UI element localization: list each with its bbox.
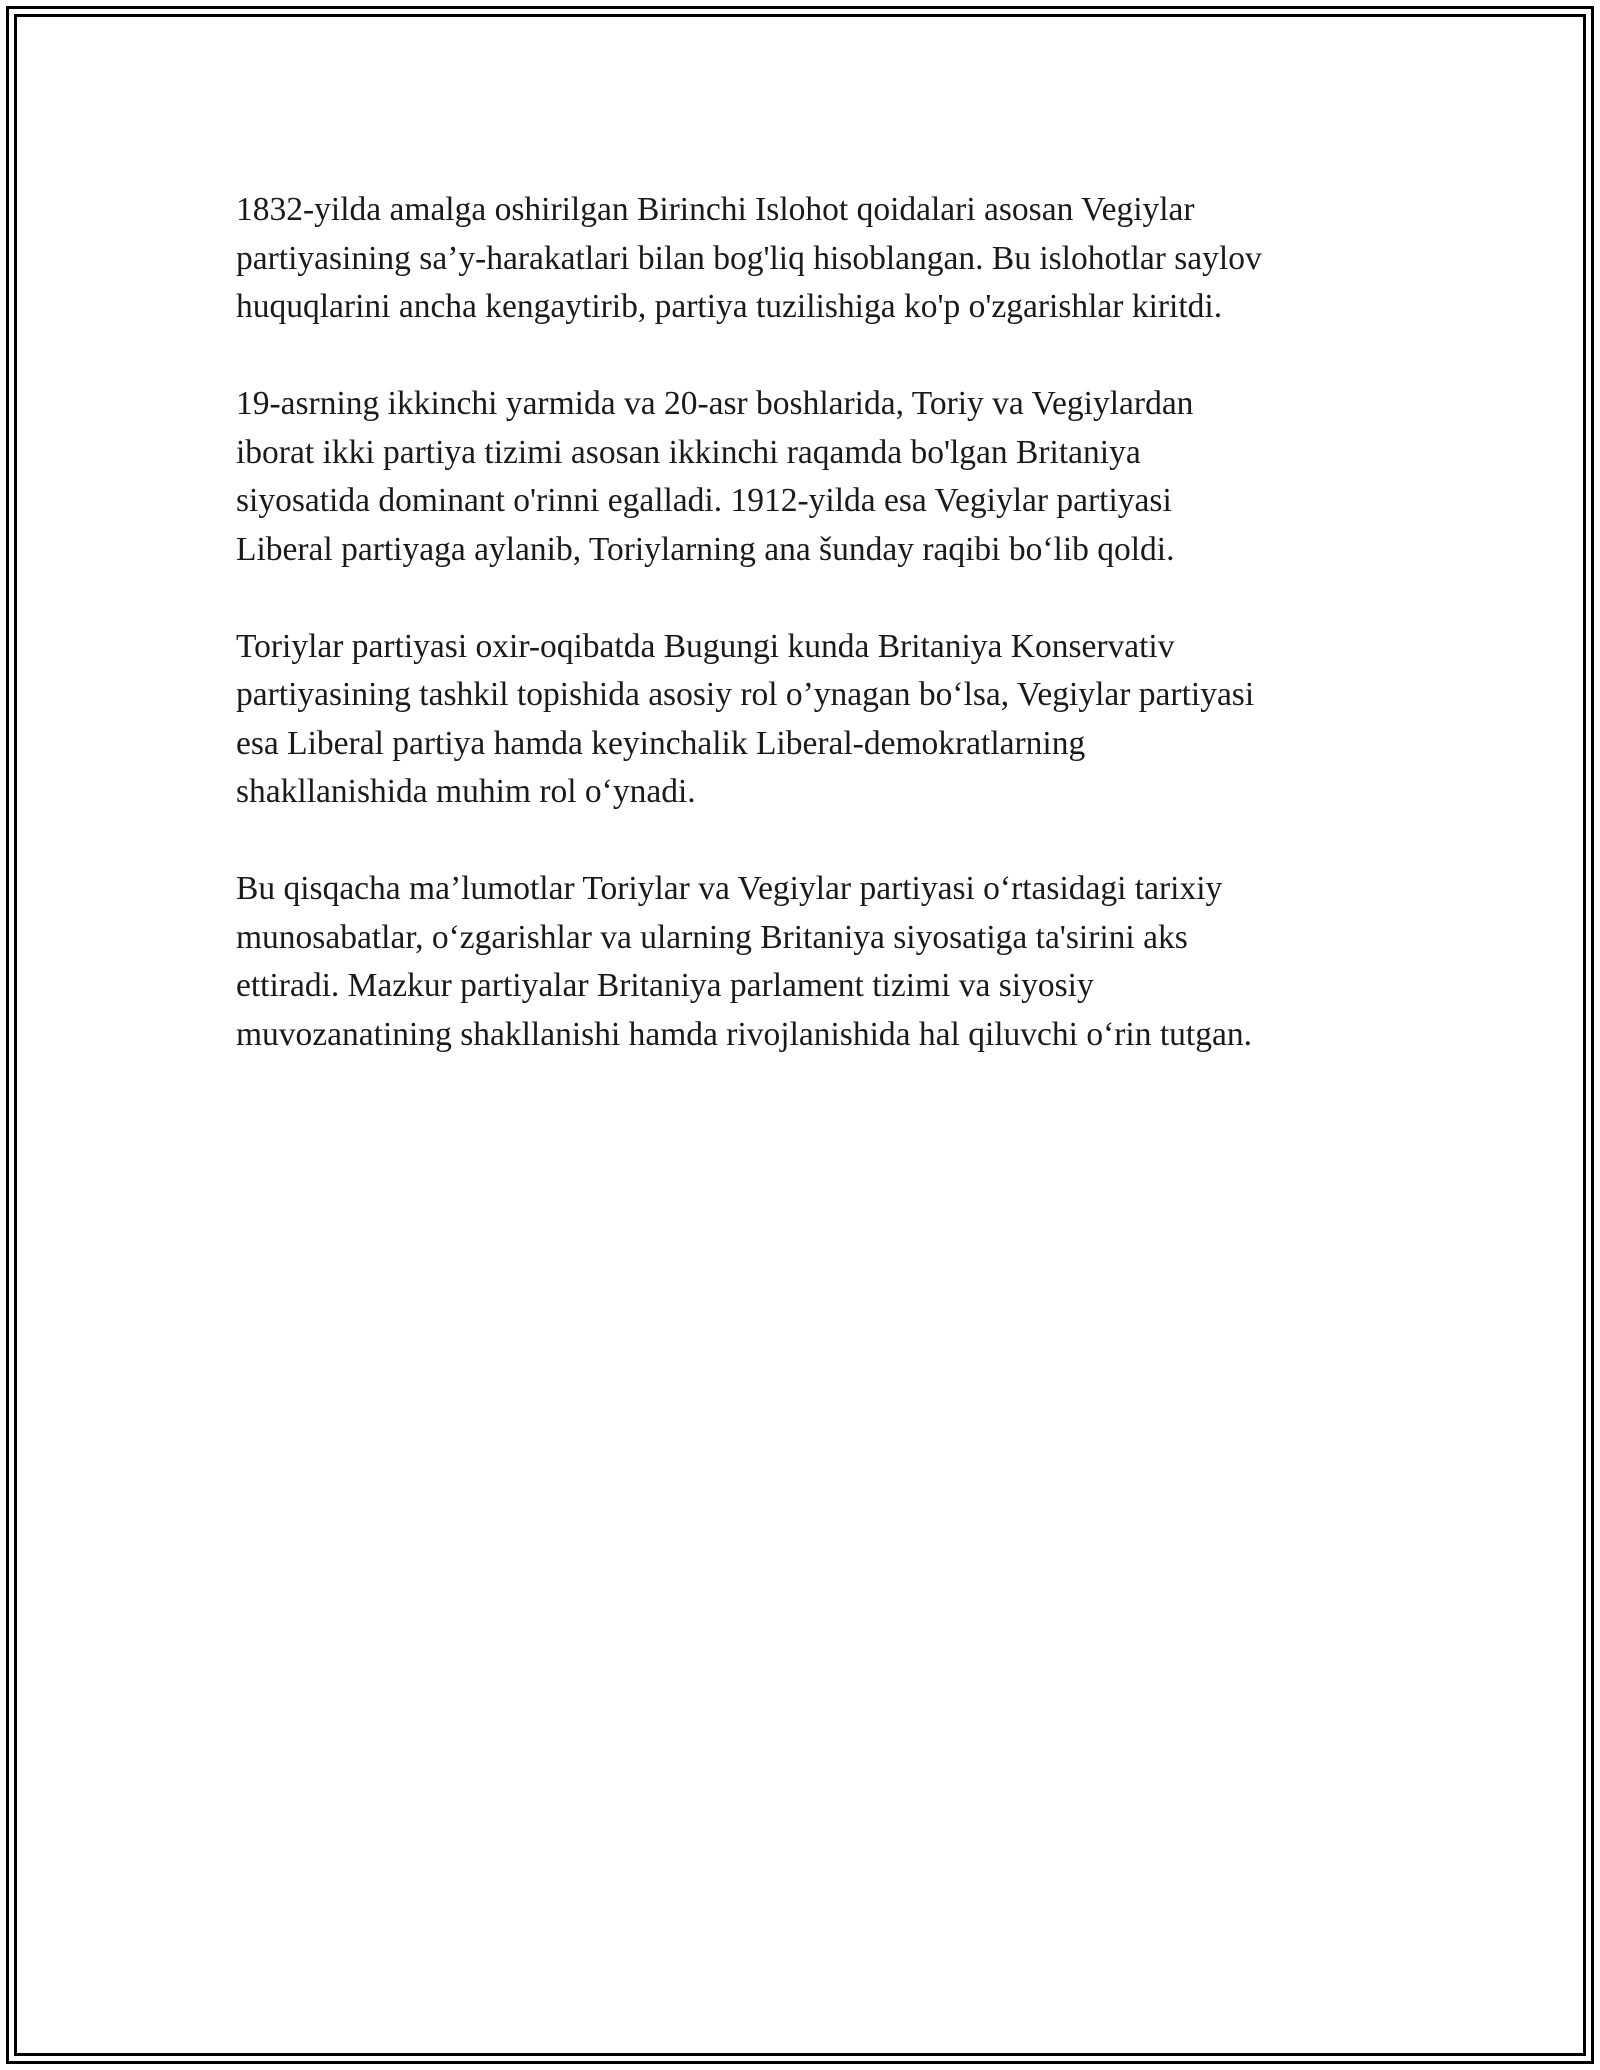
paragraph-line: Liberal partiyaga aylanib, Toriylarning ana šunday raqibi bo‘lib qoldi. (236, 530, 1175, 568)
paragraph-line: iborat ikki partiya tizimi asosan ikkinchi raqamda bo'lgan Britaniya (236, 433, 1141, 471)
paragraph-line: esa Liberal partiya hamda keyinchalik Liberal-demokratlarning (236, 724, 1086, 762)
paragraph-3 (236, 623, 1386, 817)
paragraph-line: partiyasining tashkil topishida asosiy rol o’ynagan bo‘lsa, Vegiylar partiyasi (236, 676, 1255, 713)
paragraph-line: Toriylar partiyasi oxir-oqibatda Bugungi kunda Britaniya Konservativ (236, 627, 1175, 665)
paragraph-4 (236, 865, 1386, 1059)
paragraph-line: siyosatida dominant o'rinni egalladi. 1912-yilda esa Vegiylar partiyasi (236, 482, 1172, 519)
paragraph-line: muvozanatining shakllanishi hamda rivojlanishida hal qiluvchi o‘rin tutgan. (236, 1015, 1252, 1053)
paragraph-line: Bu qisqacha ma’lumotlar Toriylar va Vegiylar partiyasi o‘rtasidagi tarixiy (236, 870, 1223, 907)
document-body (236, 186, 1386, 1108)
paragraph-line: partiyasining sa’y-harakatlari bilan bog'liq hisoblangan. Bu islohotlar saylov (236, 239, 1262, 277)
paragraph-line: 1832-yilda amalga oshirilgan Birinchi Islohot qoidalari asosan Vegiylar (236, 191, 1195, 228)
paragraph-line: 19-asrning ikkinchi yarmida va 20-asr boshlarida, Toriy va Vegiylardan (236, 385, 1194, 422)
paragraph-line: ettiradi. Mazkur partiyalar Britaniya parlament tizimi va siyosiy (236, 967, 1094, 1004)
paragraph-2 (236, 380, 1386, 574)
paragraph-line: huquqlarini ancha kengaytirib, partiya tuzilishiga ko'p o'zgarishlar kiritdi. (236, 288, 1223, 325)
paragraph-1 (236, 186, 1386, 332)
paragraph-line: munosabatlar, o‘zgarishlar va ularning Britaniya siyosatiga ta'sirini aks (236, 918, 1188, 956)
paragraph-line: shakllanishida muhim rol o‘ynadi. (236, 773, 696, 810)
